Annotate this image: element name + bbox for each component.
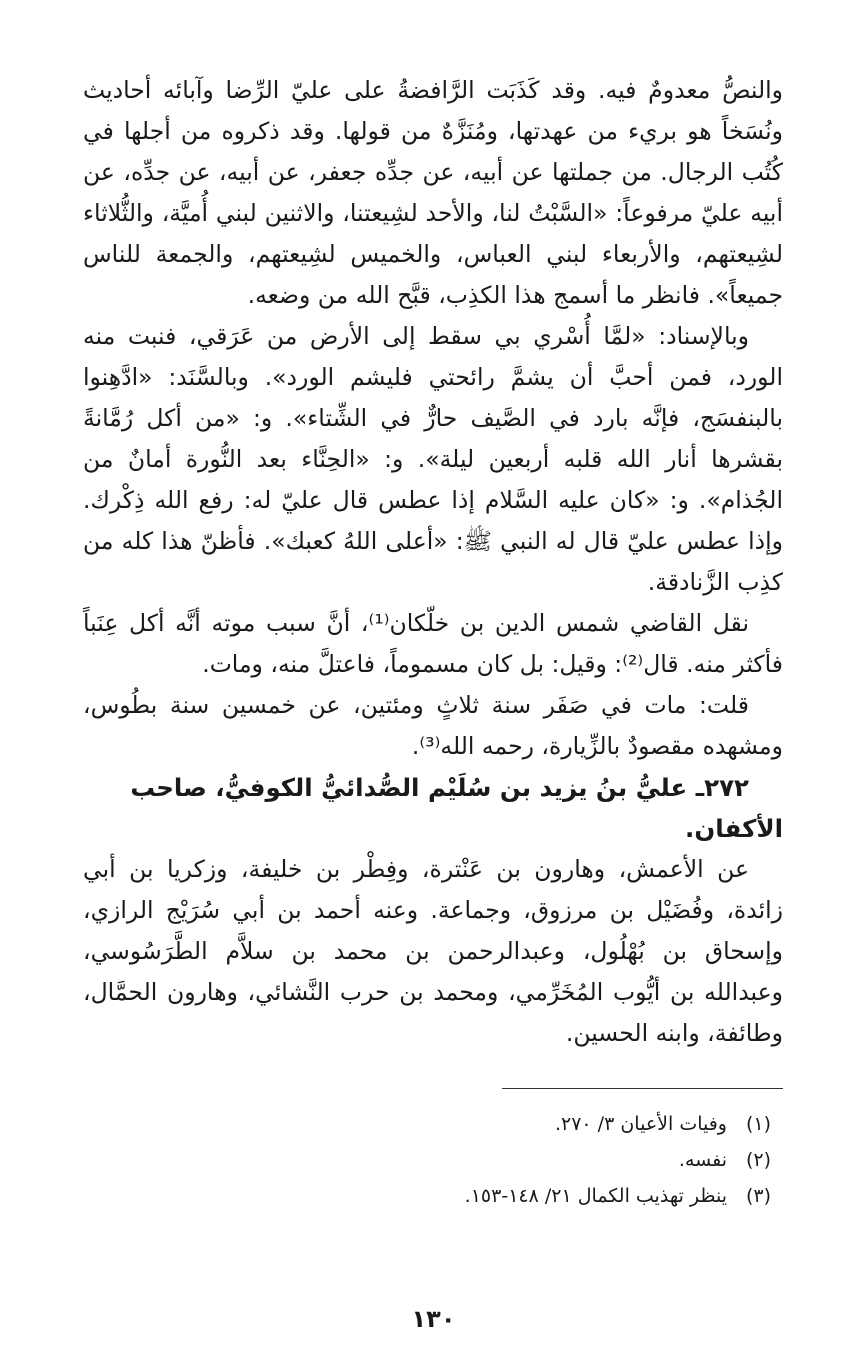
footnote-2 — [211, 1144, 771, 1177]
paragraph-2: وبالإسناد: «لمَّا أُسْري بي سقط إلى الأرض من عَرَقي، فنبت منه الورد، فمن أحبَّ أن يشمَّ رائحتي فليشم الورد». وبالسَّنَد: «ادَّهِنوا بالبنفسَج، فإنَّه بارد في الصَّيف حارٌّ في الشِّتاء». و: «من أكل رُمَّانةً بقشرها أنار الله قلبه أربعين ليلة». و: «الحِنَّاء بعد النُّورة أمانٌ من الجُذام». و: «كان عليه السَّلام إذا عطس قال عليّ له: رفع الله ذِكْرك. وإذا عطس عليّ قال له النبي ﷺ: «أعلى اللهُ كعبك». فأظنّ هذا كله من كذِب الزَّنادقة. — [83, 322, 783, 596]
footnote-text: وفيات الأعيان ٣/ ٢٧٠. — [554, 1113, 727, 1135]
paragraph-1: والنصُّ معدومٌ فيه. وقد كَذَبَت الرَّافضةُ على عليّ الرِّضا وآبائه أحاديث ونُسَخاً هو بريء من عهدتها، ومُنَزَّهٌ من قولها. وقد ذكروه من أجلها في كُتُب الرجال. من جملتها عن أبيه، عن جدِّه جعفر، عن أبيه، عن جدِّه، عن أبيه عليّ مرفوعاً: «السَّبْتُ لنا، والأحد لشِيعتنا، والاثنين لبني أُميَّة، والثُّلاثاء لشِيعتهم، والأربعاء لبني العباس، والخميس لشِيعتهم، والجمعة للناس جميعاً». فانظر ما أسمج هذا الكذِب، قبَّح الله من وضعه. — [83, 76, 783, 309]
footnote-text: نفسه. — [678, 1149, 727, 1171]
paragraph-4: قلت: مات في صَفَر سنة ثلاثٍ ومئتين، عن خمسين سنة بطُوس، ومشهده مقصودٌ بالزِّيارة، رحمه الله⁽³⁾. — [83, 691, 783, 760]
footnote-divider — [502, 1088, 783, 1089]
footnotes — [211, 1108, 771, 1216]
main-text — [83, 70, 783, 1054]
page-number: ١٣٠ — [411, 1305, 456, 1333]
footnote-3 — [211, 1180, 771, 1213]
footnote-number: (٢) — [745, 1149, 771, 1171]
entry-heading: ٢٧٢ـ عليُّ بنُ يزيد بن سُلَيْم الصُّدائيُّ الكوفيُّ، صاحب الأكفان. — [130, 773, 783, 843]
footnote-number: (٣) — [745, 1185, 771, 1207]
footnote-text: ينظر تهذيب الكمال ٢١/ ١٤٨-١٥٣. — [464, 1185, 727, 1207]
footnote-number: (١) — [745, 1113, 771, 1135]
entry-paragraph: عن الأعمش، وهارون بن عَنْترة، وفِطْر بن خليفة، وزكريا بن أبي زائدة، وفُضَيْل بن مرزوق، وجماعة. وعنه أحمد بن أبي سُرَيْج الرازي، وإسحاق بن بُهْلُول، وعبدالرحمن بن محمد بن سلاَّم الطَّرَسُوسي، وعبدالله بن أيُّوب المُخَرِّمي، ومحمد بن حرب النَّشائي، وهارون الحمَّال، وطائفة، وابنه الحسين. — [83, 855, 783, 1047]
paragraph-3: نقل القاضي شمس الدين بن خلّكان⁽¹⁾، أنَّ سبب موته أنَّه أكل عِنَباً فأكثر منه. قال⁽²⁾: وقيل: بل كان مسموماً، فاعتلَّ منه، ومات. — [83, 609, 783, 678]
footnote-1 — [211, 1108, 771, 1141]
